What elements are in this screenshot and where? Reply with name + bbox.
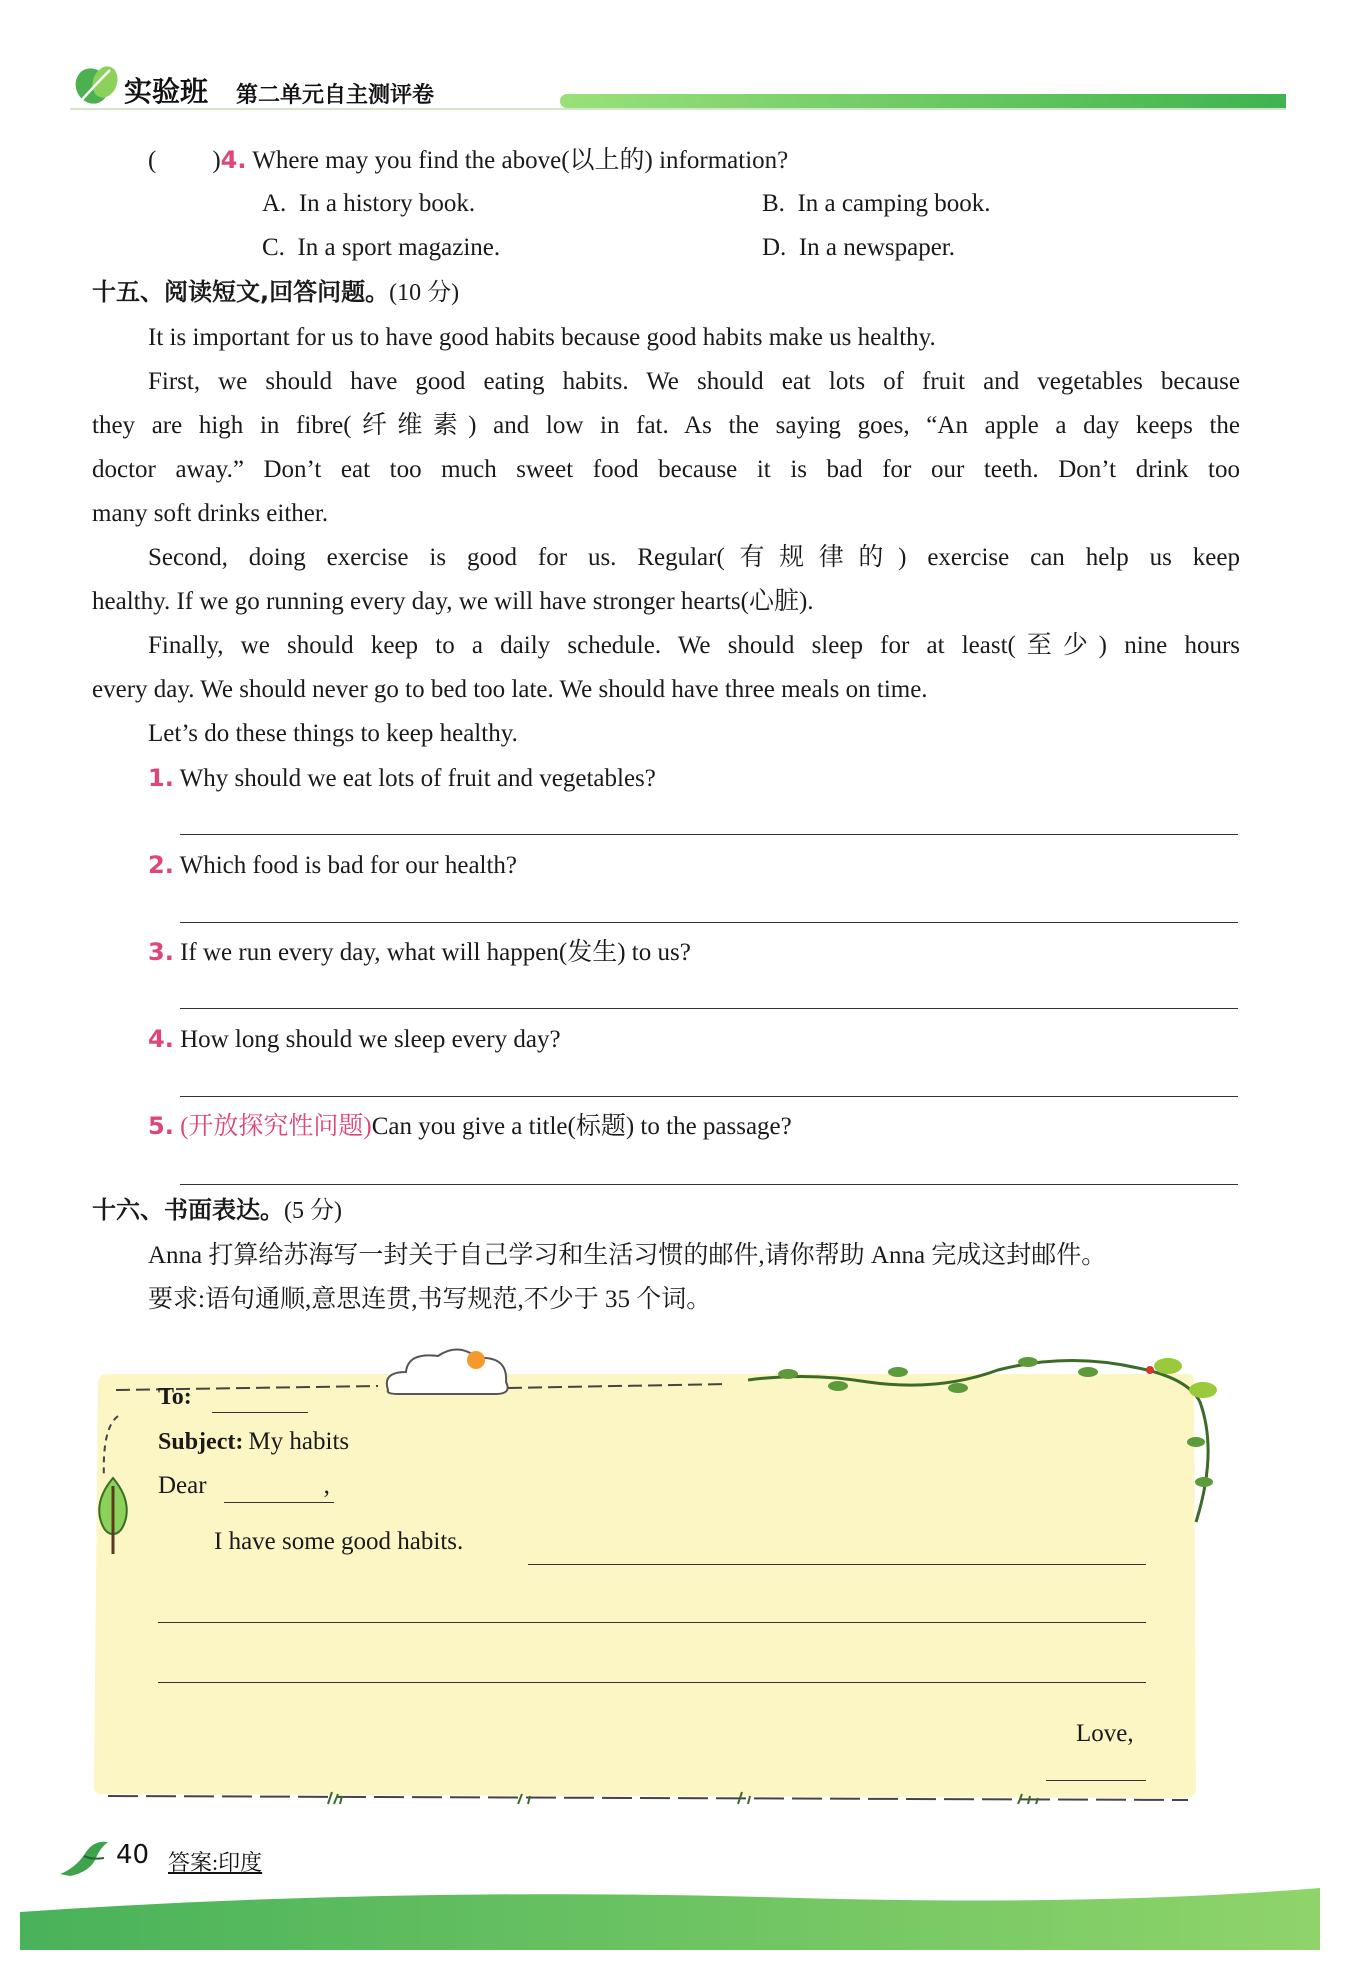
letter-opening-sentence: I have some good habits. [214, 1528, 464, 1555]
question-prefix: (开放探究性问题) [180, 1113, 372, 1140]
answer-paren-close: ) [212, 147, 221, 174]
passage-line-7: healthy. If we go running every day, we will have stronger hearts(心脏). [92, 588, 814, 615]
letter-box [88, 1368, 1212, 1808]
dear-label: Dear [158, 1472, 207, 1499]
answer-line-5[interactable] [180, 1184, 1238, 1185]
passage-line-8: Finally, we should keep to a daily schedule. We should sleep for at least(至少) nine hours [148, 632, 1240, 659]
tree-icon [96, 1476, 130, 1556]
passage-line-9: every day. We should never go to bed too late. We should have three meals on time. [92, 676, 928, 703]
to-label: To: [158, 1384, 192, 1410]
passage-line-3: they are high in fibre(纤维素) and low in fat. As the saying goes, “An apple a day keeps the [92, 412, 1240, 439]
page-number: 40 [116, 1840, 150, 1870]
header-green-bar [560, 94, 1286, 108]
passage-line-4: doctor away.” Don’t eat too much sweet food because it is bad for our teeth. Don’t drink too [92, 456, 1240, 483]
question-1 [148, 756, 656, 801]
letter-closing: Love, [1076, 1720, 1134, 1747]
option-text: In a camping book. [797, 190, 991, 217]
brand-title: 实验班 [124, 75, 209, 108]
option-text: In a sport magazine. [297, 234, 501, 261]
leaf-logo-icon [72, 62, 122, 106]
question-number: 1. [148, 764, 174, 792]
q4-option-a[interactable] [262, 182, 475, 226]
option-letter: C. [262, 234, 285, 261]
answer-note: 答案:印度 [168, 1850, 263, 1875]
grass-decoration-icon [318, 1786, 1138, 1808]
footer-green-band [0, 1872, 1350, 1972]
section16-instruction: Anna 打算给苏海写一封关于自己学习和生活习惯的邮件,请你帮助 Anna 完成这封邮件。 [148, 1242, 1107, 1269]
passage-line-1: It is important for us to have good habits because good habits make us healthy. [148, 324, 936, 351]
question-text: Which food is bad for our health? [179, 852, 518, 879]
q4-stem [148, 138, 788, 183]
q4-option-c[interactable] [262, 226, 500, 270]
dear-input-line[interactable] [224, 1502, 334, 1503]
q4-option-d[interactable] [762, 226, 955, 270]
question-number: 4. [148, 1025, 174, 1053]
option-letter: D. [762, 234, 787, 261]
answer-line-2[interactable] [180, 922, 1238, 923]
section16-heading [92, 1190, 342, 1225]
section15-heading [92, 272, 459, 307]
subject-label: Subject: [158, 1429, 244, 1455]
question-text: How long should we sleep every day? [180, 1026, 561, 1053]
answer-paren-open: ( [148, 147, 157, 174]
option-text: In a newspaper. [798, 234, 956, 261]
cloud-sun-icon [378, 1342, 518, 1402]
letter-subject-row [158, 1428, 349, 1456]
passage-line-6: Second, doing exercise is good for us. Regular(有规律的) exercise can help us keep [148, 544, 1240, 571]
answer-line-3[interactable] [180, 1008, 1238, 1009]
section-heading-text: 十六、书面表达。 [92, 1196, 284, 1224]
passage-line-2: First, we should have good eating habits. We should eat lots of fruit and vegetables because [148, 368, 1240, 395]
passage-line-10: Let’s do these things to keep healthy. [148, 720, 518, 747]
question-number: 5. [148, 1112, 174, 1140]
subject-value: My habits [248, 1428, 350, 1455]
vine-decoration-icon [748, 1342, 1218, 1542]
letter-writing-line-1[interactable] [528, 1564, 1146, 1565]
section-heading-text: 十五、阅读短文,回答问题。 [92, 278, 390, 306]
letter-first-line [214, 1528, 463, 1556]
option-text: In a history book. [298, 190, 476, 217]
q4-option-b[interactable] [762, 182, 990, 226]
option-letter: B. [762, 190, 785, 217]
letter-dear-row [158, 1472, 330, 1500]
answer-line-1[interactable] [180, 834, 1238, 835]
letter-writing-line-3[interactable] [158, 1682, 1146, 1683]
question-text: If we run every day, what will happen(发生) to us? [180, 939, 691, 966]
question-5 [148, 1104, 792, 1149]
letter-writing-line-2[interactable] [158, 1622, 1146, 1623]
option-letter: A. [262, 190, 287, 217]
signature-line[interactable] [1046, 1780, 1146, 1781]
header [0, 0, 1350, 120]
question-3 [148, 930, 691, 975]
header-subtitle: 第二单元自主测评卷 [236, 83, 435, 108]
section16-requirement: 要求:语句通顺,意思连贯,书写规范,不少于 35 个词。 [148, 1286, 712, 1313]
question-text: Can you give a title(标题) to the passage? [371, 1113, 792, 1140]
question-number: 2. [148, 851, 174, 879]
section-points: (5 分) [284, 1198, 342, 1224]
dear-comma: , [323, 1472, 330, 1499]
q4-text: Where may you find the above(以上的) information? [252, 147, 789, 174]
question-number: 3. [148, 938, 174, 966]
answer-line-4[interactable] [180, 1096, 1238, 1097]
question-4 [148, 1017, 561, 1062]
to-input-line[interactable] [212, 1412, 308, 1413]
q4-number: 4. [220, 146, 247, 174]
question-text: Why should we eat lots of fruit and vegetables? [179, 765, 656, 792]
letter-to-row [158, 1384, 192, 1411]
section-points: (10 分) [389, 280, 460, 306]
question-2 [148, 843, 517, 888]
header-rule [70, 108, 1286, 110]
passage-line-5: many soft drinks either. [92, 500, 329, 527]
